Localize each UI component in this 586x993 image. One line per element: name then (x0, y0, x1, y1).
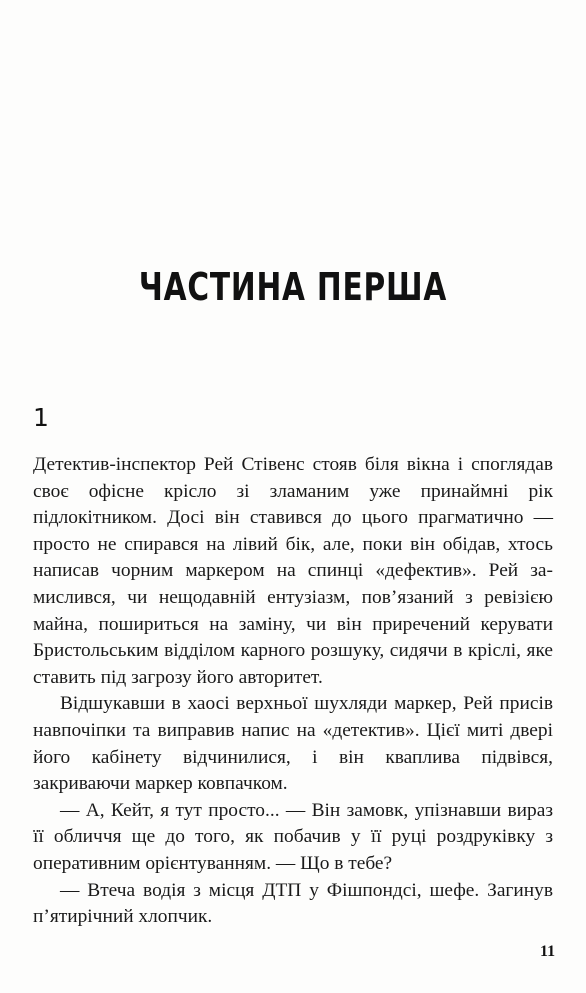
body-text (33, 452, 553, 931)
paragraph-2: Відшукавши в хаосі верхньої шухляди маркер, Рей присів навпочіпки та виправив напис на «детектив». Цієї миті двері його кабінету відчинилися, і він кваплива підвівся, закриваючи маркер ковпачком. (33, 693, 553, 795)
paragraph-1: Детектив-інспектор Рей Стівенс стояв біля вікна і споглядав своє офісне крісло зі зламаним уже принаймні рік підлокітником. Досі він ставився до цього прагматично — просто не спирався на лівий бік, але, поки він обідав, хтось написав чорним маркером на спинці «дефектив». Рей замислився, чи нещодавній ентузіазм, пов’язаний з ревізією майна, пошириться на заміну, чи він приречений керувати Бристольським відділом карного розшуку, сидячи в кріслі, яке ставить під загрозу його авторитет. (33, 454, 553, 688)
chapter-number: 1 (33, 403, 49, 432)
paragraph-3: — А, Кейт, я тут просто... — Він замовк, упізнавши вираз її обличчя ще до того, як побачив у її руці роздруківку з оперативним орієнтуванням. — Що в тебе? (33, 799, 553, 874)
paragraph-4: — Втеча водія з місця ДТП у Фішпондсі, шефе. Загинув п’ятирічний хлопчик. (33, 879, 553, 928)
page-number: 11 (540, 943, 556, 960)
part-title: ЧАСТИНА ПЕРША (138, 265, 448, 309)
